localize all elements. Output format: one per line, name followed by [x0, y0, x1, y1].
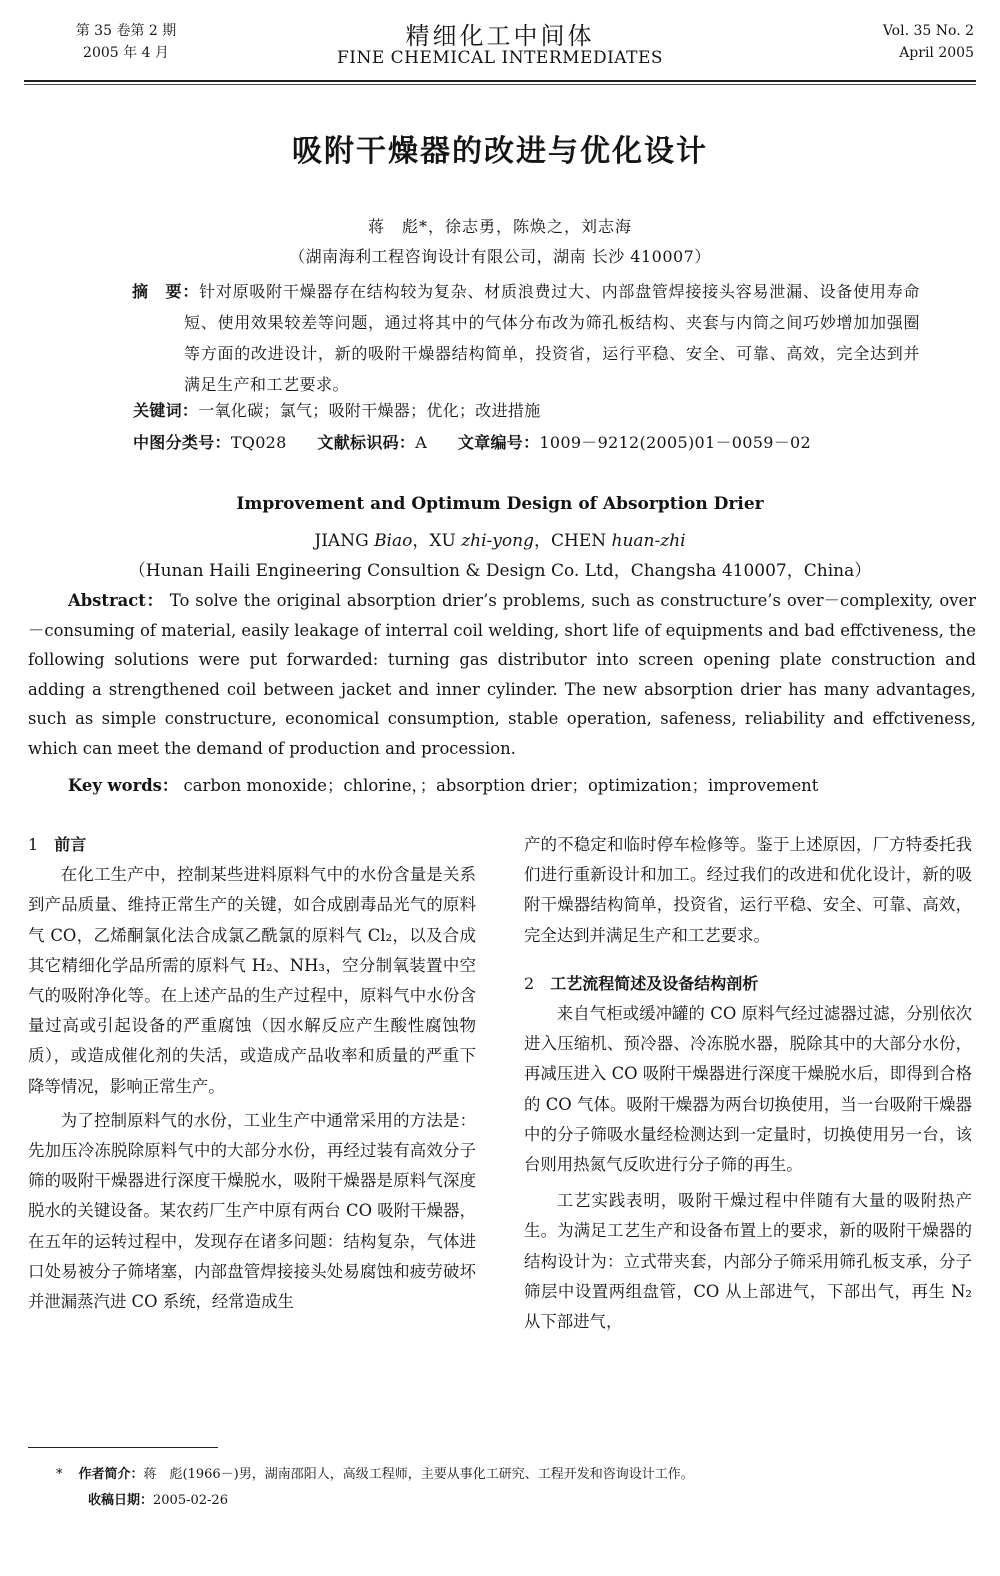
paper-title-cn: 吸附干燥器的改进与优化设计 [292, 134, 708, 169]
abstract-cn-text: 针对原吸附干燥器存在结构较为复杂、材质浪费过大、内部盘管焊接接头容易泄漏、设备使用寿命短、使用效果较差等问题，通过将其中的气体分布改为筛孔板结构、夹套与内筒之间巧妙增加加强圈等方面的改进设计，新的吸附干燥器结构简单，投资省，运行平稳、安全、可靠、高效，完全达到并满足生产和工艺要求。 [184, 282, 920, 394]
article-number-label: 文章编号： [457, 433, 540, 452]
header-rule-thin [24, 84, 976, 85]
date-cn: 2005 年 4 月 [83, 45, 169, 61]
authors-en: JIANG Biao，XU zhi-yong，CHEN huan-zhi [314, 531, 686, 551]
keywords-cn-text: 一氧化碳；氯气；吸附干燥器；优化；改进措施 [198, 401, 541, 420]
section-2-number: 2 [524, 973, 535, 993]
footnote-received [88, 1488, 228, 1514]
abstract-cn [80, 276, 920, 400]
author-2-given: zhi-yong [461, 531, 534, 551]
footnote-star: * [56, 1467, 63, 1482]
section-2-title: 工艺流程简述及设备结构剖析 [550, 973, 759, 993]
paragraph-3: 产的不稳定和临时停车检修等。鉴于上述原因，厂方特委托我们进行重新设计和加工。经过我们的改进和优化设计，新的吸附干燥器结构简单，投资省，运行平稳、安全、可靠、高效，完全达到并满足生产和工艺要求。 [524, 835, 972, 945]
author-1-surname: JIANG [314, 531, 369, 551]
abstract-cn-label: 摘 要： [132, 282, 200, 301]
affiliation-en: （Hunan Haili Engineering Consultion & Design Co. Ltd，Changsha 410007，China） [128, 561, 872, 581]
author-3-surname: CHEN [550, 531, 607, 551]
abstract-en-text: To solve the original absorption drier’s problems, such as constructure’s over－complexity, over－consuming of material, easily leakage of interral coil welding, short life of equipments and bad effctiveness, the following solutions were put forwarded: turning gas distributor into screen opening plate construction and adding a strengthened coil between jacket and inner cylinder. The new absorption drier has many advantages, such as simple constructure, economical consumption, stable operation, safeness, reliability and effctiveness, which can meet the demand of production and procession. [28, 591, 976, 758]
header-rule [24, 80, 976, 82]
author-1-given: Biao [374, 531, 413, 551]
footnote-rule [28, 1447, 218, 1448]
abstract-en [28, 586, 976, 764]
author-2-surname: XU [429, 531, 456, 551]
abstract-en-label: Abstract： [68, 591, 164, 610]
journal-name-en: FINE CHEMICAL INTERMEDIATES [336, 48, 664, 68]
volume-cn: 第 35 卷第 2 期 [75, 23, 177, 39]
footnote-date-text: 2005-02-26 [153, 1493, 228, 1508]
footnote-date-label: 收稿日期： [88, 1493, 154, 1508]
body-column-right [524, 830, 972, 1337]
keywords-en-text: carbon monoxide；chlorine，；absorption drier；optimization；improvement [183, 776, 819, 795]
volume-en: Vol. 35 No. 2 [882, 23, 974, 39]
keywords-en-label: Key words： [68, 776, 179, 795]
paragraph-1: 在化工生产中，控制某些进料原料气中的水份含量是关系到产品质量、维持正常生产的关键，如合成剧毒品光气的原料气 CO，乙烯酮氯化法合成氯乙酰氯的原料气 Cl₂，以及合成其它精细化学品所需的原料气 H₂、NH₃，空分制氧装置中空气的吸附净化等。在上述产品的生产过程中，原料气中水份含量过高或引起设备的严重腐蚀（因水解反应产生酸性腐蚀物质），或造成催化剂的失活，或造成产品收率和质量的严重下降等情况，影响正常生产。 [28, 865, 476, 1096]
paragraph-4: 来自气柜或缓冲罐的 CO 原料气经过滤器过滤，分别依次进入压缩机、预冷器、冷冻脱水器，脱除其中的大部分水份，再减压进入 CO 吸附干燥器进行深度干燥脱水后，即得到合格的 CO 气体。吸附干燥器为两台切换使用，当一台吸附干燥器中的分子筛吸水量经检测达到一定量时，切换使用另一台，该台则用热氮气反吹进行分子筛的再生。 [524, 1004, 972, 1175]
authors-cn: 蒋 彪*，徐志勇，陈焕之，刘志海 [367, 217, 632, 236]
paragraph-5: 工艺实践表明，吸附干燥过程中伴随有大量的吸附热产生。为满足工艺生产和设备布置上的要求，新的吸附干燥器的结构设计为：立式带夹套，内部分子筛采用筛孔板支承，分子筛层中设置两组盘管，CO 从上部进气，下部出气，再生 N₂从下部进气， [524, 1191, 972, 1332]
clc-value: TQ028 [230, 433, 287, 452]
clc-label: 中图分类号： [133, 433, 231, 452]
paragraph-2: 为了控制原料气的水份，工业生产中通常采用的方法是：先加压冷冻脱除原料气中的大部分水份，再经过装有高效分子筛的吸附干燥器进行深度干燥脱水，吸附干燥器是原料气深度脱水的关键设备。某农药厂生产中原有两台 CO 吸附干燥器，在五年的运转过程中，发现存在诸多问题：结构复杂，气体进口处易被分子筛堵塞，内部盘管焊接接头处易腐蚀和疲劳破坏并泄漏蒸汽进 CO 系统，经常造成生 [28, 1110, 476, 1312]
section-1-title: 前言 [54, 835, 87, 854]
section-1-number: 1 [28, 835, 39, 854]
footnote-author [56, 1462, 694, 1488]
keywords-cn-label: 关键词： [133, 401, 199, 420]
date-en: April 2005 [899, 45, 974, 61]
keywords-en [68, 772, 818, 796]
classification-line [133, 430, 811, 453]
author-3-given: huan-zhi [611, 531, 686, 551]
keywords-cn [133, 398, 541, 421]
issue-info-en [870, 20, 974, 64]
body-column-left [28, 830, 476, 1317]
paper-title-en: Improvement and Optimum Design of Absorption Drier [236, 494, 764, 514]
doc-code-value: A [415, 433, 428, 452]
doc-code-label: 文献标识码： [317, 433, 416, 452]
section-1-heading [28, 830, 476, 860]
footnote-author-text: 蒋 彪(1966－)男，湖南邵阳人，高级工程师，主要从事化工研究、工程开发和咨询设计工作。 [143, 1467, 694, 1482]
section-2-heading [524, 969, 972, 999]
journal-name-cn: 精细化工中间体 [405, 22, 595, 50]
affiliation-cn: （湖南海利工程咨询设计有限公司，湖南 长沙 410007） [289, 247, 711, 266]
article-number-value: 1009－9212(2005)01－0059－02 [539, 433, 811, 452]
footnote-author-label: 作者简介： [78, 1467, 144, 1482]
